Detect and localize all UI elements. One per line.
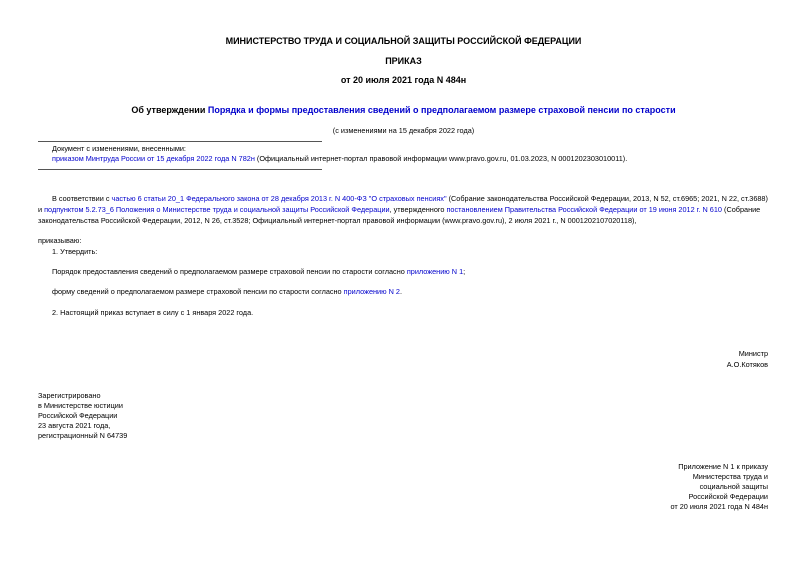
signatory-position: Министр xyxy=(738,349,768,358)
regulation-subpoint-link[interactable]: подпунктом 5.2.73_6 Положения о Министерстве труда и социальной защиты Российской Федерации xyxy=(44,205,390,214)
document-date-number: от 20 июля 2021 года N 484н xyxy=(340,75,467,85)
federal-law-link[interactable]: частью 6 статьи 20_1 Федерального закона от 28 декабря 2013 г. N 400-ФЗ "О страховых пенсиях" xyxy=(111,194,447,203)
registration-line: в Министерстве юстиции xyxy=(38,401,123,410)
registration-line: 23 августа 2021 года, xyxy=(38,421,111,430)
appendix-line: Российской Федерации xyxy=(688,492,768,501)
appendix-2-link[interactable]: приложению N 2 xyxy=(343,287,400,296)
preamble-text: (Собрание xyxy=(721,205,761,214)
preamble-line-3: законодательства Российской Федерации, 2012, N 26, ст.3528; Официальный интернет-портал правовой информации (www.pravo.gov.ru), 2 июля 2021 г., N 0001202107020118), xyxy=(38,216,637,225)
preamble-text: и xyxy=(38,205,45,214)
document-title-link[interactable]: Порядка и формы предоставления сведений о предполагаемом размере страховой пенсии по старости xyxy=(207,105,676,115)
amendment-source: (Официальный интернет-портал правовой информации www.pravo.gov.ru, 01.03.2023, N 0001202303010011). xyxy=(254,154,628,163)
clause-text: . xyxy=(399,287,402,296)
registration-block xyxy=(38,391,127,441)
order-word: приказываю: xyxy=(38,236,82,245)
clause-1a xyxy=(52,267,465,277)
clause-text: ; xyxy=(463,267,466,276)
preamble-text: , утвержденного xyxy=(389,205,447,214)
appendix-line: Приложение N 1 к приказу xyxy=(678,462,768,471)
document-title-prefix: Об утверждении xyxy=(131,105,208,115)
appendix-line: Министерства труда и xyxy=(692,472,768,481)
registration-line: Российской Федерации xyxy=(38,411,118,420)
appendix-line: от 20 июля 2021 года N 484н xyxy=(670,502,768,511)
amendments-bottom-rule xyxy=(38,169,322,170)
clause-1: 1. Утвердить: xyxy=(52,247,98,256)
amendment-date: (с изменениями на 15 декабря 2022 года) xyxy=(332,126,475,135)
signatory-name: А.О.Котяков xyxy=(726,360,768,369)
amendments-label: Документ с изменениями, внесенными: xyxy=(52,144,186,153)
appendix-header xyxy=(670,462,768,512)
amendments-line xyxy=(52,154,627,164)
clause-text: Порядок предоставления сведений о предполагаемом размере страховой пенсии по старости согласно xyxy=(52,267,407,276)
ministry-title: МИНИСТЕРСТВО ТРУДА И СОЦИАЛЬНОЙ ЗАЩИТЫ РОССИЙСКОЙ ФЕДЕРАЦИИ xyxy=(225,36,582,46)
preamble-text: (Собрание законодательства Российской Федерации, 2013, N 52, ст.6965; 2021, N 22, ст.3688) xyxy=(446,194,768,203)
clause-text: форму сведений о предполагаемом размере страховой пенсии по старости согласно xyxy=(52,287,344,296)
government-decree-link[interactable]: постановлением Правительства Российской Федерации от 19 июня 2012 г. N 610 xyxy=(446,205,722,214)
document-title xyxy=(0,105,807,116)
registration-line: Зарегистрировано xyxy=(38,391,101,400)
registration-line: регистрационный N 64739 xyxy=(38,431,128,440)
appendix-1-link[interactable]: приложению N 1 xyxy=(406,267,464,276)
document-type: ПРИКАЗ xyxy=(385,56,422,66)
clause-1b xyxy=(52,287,402,297)
preamble-text: В соответствии с xyxy=(52,194,112,203)
preamble-line-2 xyxy=(38,205,760,215)
amendment-link[interactable]: приказом Минтруда России от 15 декабря 2022 года N 782н xyxy=(52,154,255,163)
clause-2: 2. Настоящий приказ вступает в силу с 1 января 2022 года. xyxy=(52,308,254,317)
preamble-line-1 xyxy=(52,194,768,204)
amendments-top-rule xyxy=(38,141,322,142)
appendix-line: социальной защиты xyxy=(699,482,768,491)
